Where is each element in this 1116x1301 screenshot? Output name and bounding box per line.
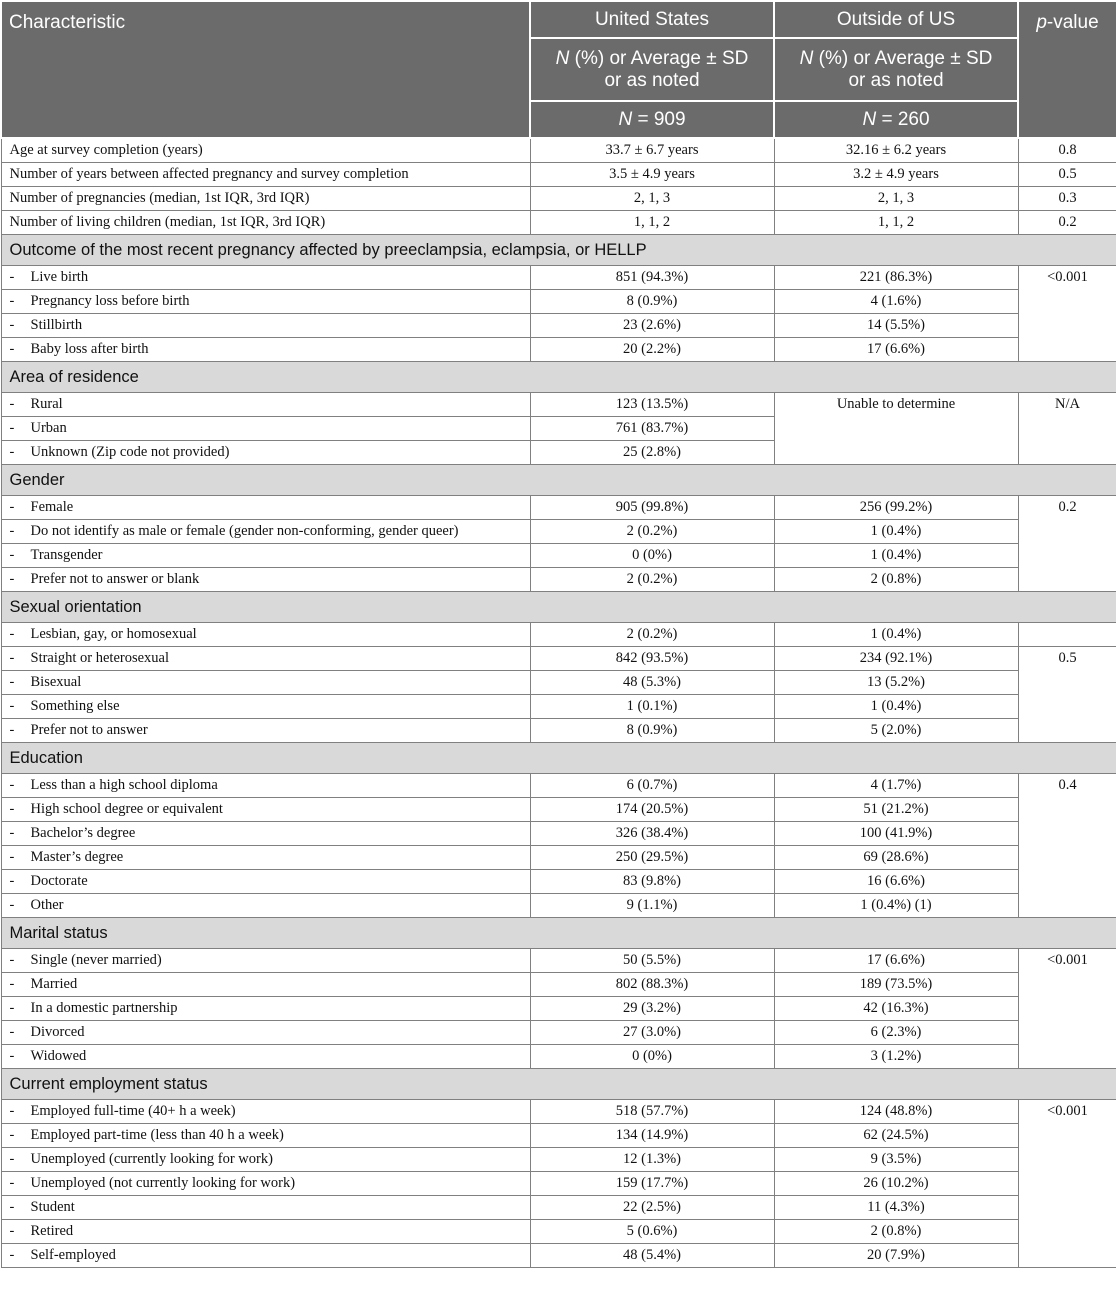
section-title: Education [1, 743, 1116, 774]
p-value: 0.4 [1018, 774, 1116, 918]
table-header [1, 1, 1116, 138]
row-label-text: Transgender [30, 547, 103, 563]
table-row [1, 1244, 1116, 1268]
outside-value: 9 (3.5%) [774, 1148, 1018, 1172]
list-dash: - [9, 1199, 15, 1215]
table-row [1, 544, 1116, 568]
row-label [1, 441, 530, 465]
section-header-row [1, 918, 1116, 949]
outside-value: 234 (92.1%) [774, 647, 1018, 671]
list-dash: - [9, 1103, 15, 1119]
header-us-stat-note: N (%) or Average ± SD or as noted [530, 38, 774, 101]
outside-value: 13 (5.2%) [774, 671, 1018, 695]
section-title: Current employment status [1, 1069, 1116, 1100]
us-value: 6 (0.7%) [530, 774, 774, 798]
list-dash: - [9, 1048, 15, 1064]
outside-value: 2 (0.8%) [774, 568, 1018, 592]
outside-value: 256 (99.2%) [774, 496, 1018, 520]
us-value: 1, 1, 2 [530, 211, 774, 235]
outside-value: 1 (0.4%) [774, 544, 1018, 568]
header-outside-n: N = 260 [774, 101, 1018, 138]
row-label-text: Stillbirth [30, 317, 83, 333]
outside-value: 32.16 ± 6.2 years [774, 138, 1018, 163]
us-value: 33.7 ± 6.7 years [530, 138, 774, 163]
section-header-row [1, 592, 1116, 623]
us-value: 25 (2.8%) [530, 441, 774, 465]
us-value: 83 (9.8%) [530, 870, 774, 894]
outside-value: 16 (6.6%) [774, 870, 1018, 894]
section-title: Outcome of the most recent pregnancy affected by preeclampsia, eclampsia, or HELLP [1, 235, 1116, 266]
table-row [1, 138, 1116, 163]
us-value: 5 (0.6%) [530, 1220, 774, 1244]
section-header-row [1, 235, 1116, 266]
outside-value: 1 (0.4%) (1) [774, 894, 1018, 918]
us-value: 8 (0.9%) [530, 719, 774, 743]
header-outside-us: Outside of US [774, 1, 1018, 38]
row-label [1, 290, 530, 314]
table-row [1, 393, 1116, 417]
table-row [1, 973, 1116, 997]
us-value: 0 (0%) [530, 544, 774, 568]
outside-value: 4 (1.6%) [774, 290, 1018, 314]
table-row [1, 719, 1116, 743]
table-row [1, 1124, 1116, 1148]
outside-value: 26 (10.2%) [774, 1172, 1018, 1196]
us-value: 50 (5.5%) [530, 949, 774, 973]
outside-value: 3.2 ± 4.9 years [774, 163, 1018, 187]
section-header-row [1, 743, 1116, 774]
us-value: 27 (3.0%) [530, 1021, 774, 1045]
row-label [1, 393, 530, 417]
us-value: 802 (88.3%) [530, 973, 774, 997]
row-label-text: Master’s degree [30, 849, 124, 865]
us-value: 12 (1.3%) [530, 1148, 774, 1172]
section-title: Sexual orientation [1, 592, 1116, 623]
list-dash: - [9, 650, 15, 666]
outside-value: 20 (7.9%) [774, 1244, 1018, 1268]
table-row [1, 1045, 1116, 1069]
outside-value: 14 (5.5%) [774, 314, 1018, 338]
us-value: 23 (2.6%) [530, 314, 774, 338]
table-row [1, 774, 1116, 798]
table-row [1, 163, 1116, 187]
list-dash: - [9, 317, 15, 333]
p-value: <0.001 [1018, 949, 1116, 1069]
outside-value: 100 (41.9%) [774, 822, 1018, 846]
table-row [1, 997, 1116, 1021]
us-value: 905 (99.8%) [530, 496, 774, 520]
header-united-states: United States [530, 1, 774, 38]
list-dash: - [9, 1024, 15, 1040]
row-label [1, 314, 530, 338]
outside-value: 17 (6.6%) [774, 338, 1018, 362]
us-value: 842 (93.5%) [530, 647, 774, 671]
row-label-text: Straight or heterosexual [30, 650, 170, 666]
list-dash: - [9, 293, 15, 309]
row-label [1, 1172, 530, 1196]
list-dash: - [9, 571, 15, 587]
row-label [1, 671, 530, 695]
list-dash: - [9, 674, 15, 690]
section-title: Gender [1, 465, 1116, 496]
table-row [1, 187, 1116, 211]
outside-value: 3 (1.2%) [774, 1045, 1018, 1069]
us-value: 761 (83.7%) [530, 417, 774, 441]
us-value: 123 (13.5%) [530, 393, 774, 417]
table-row [1, 568, 1116, 592]
us-value: 2 (0.2%) [530, 623, 774, 647]
row-label-text: Married [30, 976, 78, 992]
table-row [1, 623, 1116, 647]
row-label [1, 894, 530, 918]
table-row [1, 949, 1116, 973]
section-header-row [1, 465, 1116, 496]
outside-value: 51 (21.2%) [774, 798, 1018, 822]
row-label [1, 719, 530, 743]
row-label-text: Unknown (Zip code not provided) [30, 444, 230, 460]
list-dash: - [9, 444, 15, 460]
table-row [1, 520, 1116, 544]
outside-value: 1 (0.4%) [774, 623, 1018, 647]
section-title: Area of residence [1, 362, 1116, 393]
p-value: 0.5 [1018, 647, 1116, 743]
header-characteristic: Characteristic [1, 1, 530, 138]
us-value: 851 (94.3%) [530, 266, 774, 290]
outside-value: 62 (24.5%) [774, 1124, 1018, 1148]
p-value: <0.001 [1018, 1100, 1116, 1268]
row-label-text: Widowed [30, 1048, 87, 1064]
outside-value: 6 (2.3%) [774, 1021, 1018, 1045]
row-label: Number of pregnancies (median, 1st IQR, 3rd IQR) [1, 187, 530, 211]
table-row [1, 822, 1116, 846]
p-value: 0.2 [1018, 211, 1116, 235]
row-label-text: Urban [30, 420, 67, 436]
row-label-text: Retired [30, 1223, 74, 1239]
list-dash: - [9, 626, 15, 642]
table-row [1, 1220, 1116, 1244]
p-value: 0.3 [1018, 187, 1116, 211]
p-value: 0.8 [1018, 138, 1116, 163]
us-value: 8 (0.9%) [530, 290, 774, 314]
row-label-text: Bachelor’s degree [30, 825, 136, 841]
row-label [1, 798, 530, 822]
outside-value: 221 (86.3%) [774, 266, 1018, 290]
row-label [1, 623, 530, 647]
outside-value: 124 (48.8%) [774, 1100, 1018, 1124]
table-body [1, 138, 1116, 1268]
row-label [1, 1021, 530, 1045]
row-label-text: Less than a high school diploma [30, 777, 218, 793]
table-row [1, 1100, 1116, 1124]
outside-value: 17 (6.6%) [774, 949, 1018, 973]
row-label [1, 1196, 530, 1220]
list-dash: - [9, 523, 15, 539]
us-value: 134 (14.9%) [530, 1124, 774, 1148]
us-value: 3.5 ± 4.9 years [530, 163, 774, 187]
row-label-text: Rural [30, 396, 63, 412]
section-header-row [1, 1069, 1116, 1100]
us-value: 48 (5.4%) [530, 1244, 774, 1268]
row-label-text: Lesbian, gay, or homosexual [30, 626, 197, 642]
table-row [1, 1021, 1116, 1045]
table-row [1, 671, 1116, 695]
row-label-text: Live birth [30, 269, 89, 285]
header-p-value: p-value [1018, 1, 1116, 138]
row-label [1, 338, 530, 362]
row-label [1, 1124, 530, 1148]
row-label-text: Something else [30, 698, 120, 714]
outside-value: 69 (28.6%) [774, 846, 1018, 870]
row-label-text: Other [30, 897, 64, 913]
row-label-text: Female [30, 499, 74, 515]
list-dash: - [9, 952, 15, 968]
us-value: 2 (0.2%) [530, 568, 774, 592]
us-value: 174 (20.5%) [530, 798, 774, 822]
row-label-text: Student [30, 1199, 75, 1215]
row-label [1, 496, 530, 520]
outside-value: 1 (0.4%) [774, 695, 1018, 719]
us-value: 250 (29.5%) [530, 846, 774, 870]
row-label-text: Self-employed [30, 1247, 116, 1263]
row-label [1, 973, 530, 997]
p-value: N/A [1018, 393, 1116, 465]
row-label: Number of living children (median, 1st IQR, 3rd IQR) [1, 211, 530, 235]
table-row [1, 798, 1116, 822]
outside-value: 11 (4.3%) [774, 1196, 1018, 1220]
outside-value: 189 (73.5%) [774, 973, 1018, 997]
p-value: <0.001 [1018, 266, 1116, 362]
row-label [1, 1148, 530, 1172]
list-dash: - [9, 801, 15, 817]
table-row [1, 266, 1116, 290]
row-label-text: Prefer not to answer [30, 722, 148, 738]
us-value: 2, 1, 3 [530, 187, 774, 211]
us-value: 2 (0.2%) [530, 520, 774, 544]
row-label [1, 1100, 530, 1124]
p-value: 0.2 [1018, 496, 1116, 592]
row-label [1, 417, 530, 441]
list-dash: - [9, 341, 15, 357]
list-dash: - [9, 873, 15, 889]
list-dash: - [9, 396, 15, 412]
list-dash: - [9, 897, 15, 913]
outside-value: 5 (2.0%) [774, 719, 1018, 743]
table-row [1, 894, 1116, 918]
list-dash: - [9, 976, 15, 992]
row-label [1, 997, 530, 1021]
outside-value: 42 (16.3%) [774, 997, 1018, 1021]
outside-value: 1, 1, 2 [774, 211, 1018, 235]
table-row [1, 290, 1116, 314]
header-us-n: N = 909 [530, 101, 774, 138]
section-header-row [1, 362, 1116, 393]
row-label-text: Employed part-time (less than 40 h a week) [30, 1127, 284, 1143]
row-label-text: Bisexual [30, 674, 82, 690]
list-dash: - [9, 698, 15, 714]
us-value: 20 (2.2%) [530, 338, 774, 362]
list-dash: - [9, 1127, 15, 1143]
table-row [1, 846, 1116, 870]
row-label [1, 774, 530, 798]
row-label-text: Employed full-time (40+ h a week) [30, 1103, 236, 1119]
table-row [1, 338, 1116, 362]
row-label [1, 1244, 530, 1268]
row-label [1, 1220, 530, 1244]
row-label [1, 846, 530, 870]
p-value: 0.5 [1018, 163, 1116, 187]
list-dash: - [9, 547, 15, 563]
row-label: Number of years between affected pregnancy and survey completion [1, 163, 530, 187]
table-row [1, 1172, 1116, 1196]
outside-value: 1 (0.4%) [774, 520, 1018, 544]
list-dash: - [9, 825, 15, 841]
row-label [1, 949, 530, 973]
us-value: 48 (5.3%) [530, 671, 774, 695]
table-row [1, 1196, 1116, 1220]
section-title: Marital status [1, 918, 1116, 949]
list-dash: - [9, 1223, 15, 1239]
row-label-text: Unemployed (currently looking for work) [30, 1151, 273, 1167]
row-label [1, 266, 530, 290]
us-value: 518 (57.7%) [530, 1100, 774, 1124]
table-row [1, 695, 1116, 719]
table-row [1, 647, 1116, 671]
p-value-empty [1018, 623, 1116, 647]
table-row [1, 1148, 1116, 1172]
header-outside-stat-note: N (%) or Average ± SD or as noted [774, 38, 1018, 101]
us-value: 1 (0.1%) [530, 695, 774, 719]
us-value: 9 (1.1%) [530, 894, 774, 918]
row-label [1, 1045, 530, 1069]
list-dash: - [9, 1175, 15, 1191]
list-dash: - [9, 269, 15, 285]
list-dash: - [9, 777, 15, 793]
row-label: Age at survey completion (years) [1, 138, 530, 163]
table-row [1, 870, 1116, 894]
us-value: 22 (2.5%) [530, 1196, 774, 1220]
row-label-text: Do not identify as male or female (gender non-conforming, gender queer) [30, 523, 459, 539]
row-label [1, 695, 530, 719]
row-label-text: In a domestic partnership [30, 1000, 178, 1016]
row-label [1, 544, 530, 568]
row-label-text: Doctorate [30, 873, 88, 889]
table-row [1, 496, 1116, 520]
list-dash: - [9, 499, 15, 515]
us-value: 29 (3.2%) [530, 997, 774, 1021]
table-row [1, 314, 1116, 338]
outside-value: 2 (0.8%) [774, 1220, 1018, 1244]
list-dash: - [9, 420, 15, 436]
list-dash: - [9, 1151, 15, 1167]
row-label-text: Unemployed (not currently looking for work) [30, 1175, 296, 1191]
row-label-text: Single (never married) [30, 952, 162, 968]
row-label [1, 568, 530, 592]
row-label-text: Baby loss after birth [30, 341, 149, 357]
row-label-text: Prefer not to answer or blank [30, 571, 200, 587]
list-dash: - [9, 1247, 15, 1263]
row-label [1, 520, 530, 544]
outside-value: 4 (1.7%) [774, 774, 1018, 798]
row-label [1, 822, 530, 846]
table-row [1, 211, 1116, 235]
row-label-text: Pregnancy loss before birth [30, 293, 190, 309]
row-label [1, 647, 530, 671]
outside-value: 2, 1, 3 [774, 187, 1018, 211]
us-value: 0 (0%) [530, 1045, 774, 1069]
us-value: 326 (38.4%) [530, 822, 774, 846]
us-value: 159 (17.7%) [530, 1172, 774, 1196]
row-label [1, 870, 530, 894]
row-label-text: High school degree or equivalent [30, 801, 223, 817]
outside-value: Unable to determine [774, 393, 1018, 465]
list-dash: - [9, 722, 15, 738]
row-label-text: Divorced [30, 1024, 85, 1040]
list-dash: - [9, 849, 15, 865]
list-dash: - [9, 1000, 15, 1016]
